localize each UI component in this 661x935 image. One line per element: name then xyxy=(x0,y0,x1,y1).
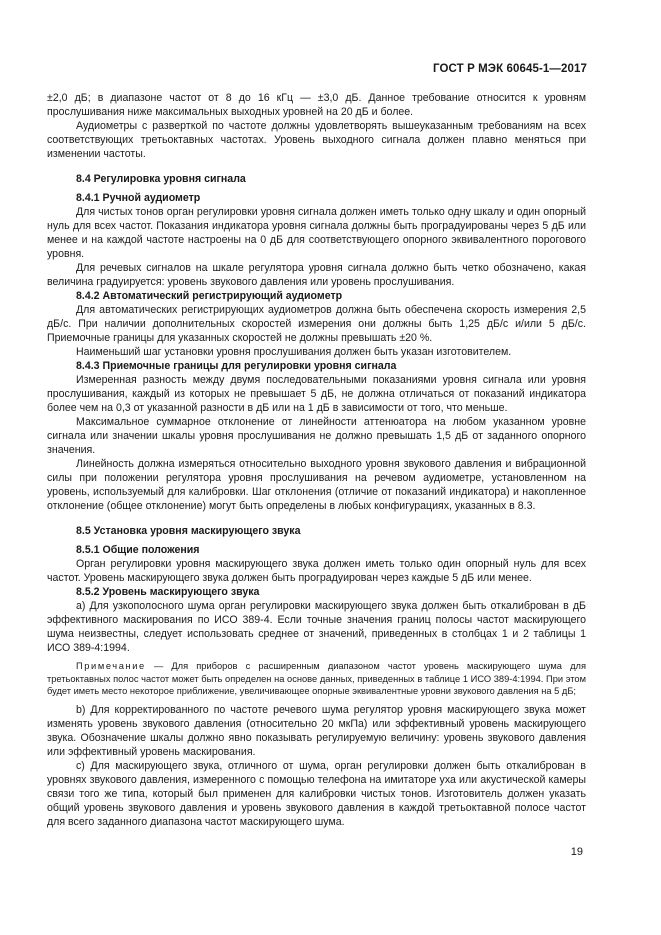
paragraph: Линейность должна измеряться относительно выходного уровня звукового давления и вибрационной силы при положении регулятора уровня прослушивания на речевом аудиометре, установленном на уровень, используемый для калибровки. Шаг отклонения (отличие от показаний индикатора) и накопленное отклонение (общее отклонение) могут быть определены в любых конфигурациях, указанных в 8.3. xyxy=(47,458,586,512)
section-heading-8-4: 8.4 Регулировка уровня сигнала xyxy=(76,173,246,185)
note xyxy=(47,660,586,698)
subsection-heading-8-4-3: 8.4.3 Приемочные границы для регулировки уровня сигнала xyxy=(76,360,397,372)
subsection-heading-8-5-2: 8.5.2 Уровень маскирующего звука xyxy=(76,586,260,598)
list-item-a: а) Для узкополосного шума орган регулировки маскирующего звука должен быть откалиброван в дБ эффективного маскирования по ИСО 389-4. Если точные значения границ полосы частот маскирующего шума неизвестны, следует использовать среднее от значений, приведенных в столбцах 1 и 2 таблицы 1 ИСО 389-4:1994. xyxy=(47,600,586,654)
standard-header: ГОСТ Р МЭК 60645-1—2017 xyxy=(433,63,587,75)
paragraph: ±2,0 дБ; в диапазоне частот от 8 до 16 кГц — ±3,0 дБ. Данное требование относится к уровням прослушивания ниже максимальных выходных уровней на 20 дБ и более. xyxy=(47,92,586,118)
paragraph: Аудиометры с разверткой по частоте должны удовлетворять вышеуказанным требованиям на всех соответствующих третьоктавных частотах. Уровень выходного сигнала должен плавно меняться при изменении частоты. xyxy=(47,120,586,160)
section-heading-8-5: 8.5 Установка уровня маскирующего звука xyxy=(76,525,301,537)
subsection-heading-8-5-1: 8.5.1 Общие положения xyxy=(76,544,200,556)
note-text: — Для приборов с расширенным диапазоном частот уровень маскирующего шума для третьоктавных полос частот может быть определен на основе данных, приведенных в таблице 1 ИСО 389-4:1994. При этом будет иметь место некоторое приближение, увеличивающее опорные эквивалентные уровни звукового давления на 5 дБ; xyxy=(47,661,586,696)
document-body xyxy=(47,91,586,829)
paragraph: Для чистых тонов орган регулировки уровня сигнала должен иметь только одну шкалу и один опорный нуль для всех частот. Показания индикатора уровня сигнала должны быть проградуированы через 5 дБ или менее и на каждой частоте настроены на 0 дБ для соответствующего опорного эквивалентного порогового уровня. xyxy=(47,206,586,260)
list-item-b: b) Для корректированного по частоте речевого шума регулятор уровня маскирующего звука может изменять уровень звукового давления (относительно 20 мкПа) или эффективный уровень маскирующего звука. Обозначение шкалы должно явно показывать регулируемую величину: уровень звукового давления или эффективный уровень маскирования. xyxy=(47,703,586,758)
note-label: Примечание xyxy=(76,661,146,671)
paragraph: Измеренная разность между двумя последовательными показаниями уровня сигнала или уровня прослушивания, каждый из которых не превышает 5 дБ, не должна отличаться от показаний индикатора более чем на 0,3 от указанной разности в дБ или на 1 дБ в зависимости от того, что меньше. xyxy=(47,374,586,414)
page-number: 19 xyxy=(570,846,583,858)
list-item-c: c) Для маскирующего звука, отличного от шума, орган регулировки должен быть откалиброван в уровнях звукового давления, измеренного с помощью телефона на имитаторе уха или акустической камеры связи того же типа, который был применен для калибровки чистых тонов. Изготовитель должен указать общий уровень звукового давления и уровень звукового давления в каждой третьоктавной полосе частот для всего заданного диапазона частот маскирующего шума. xyxy=(47,759,586,828)
subsection-heading-8-4-2: 8.4.2 Автоматический регистрирующий аудиометр xyxy=(76,290,343,302)
subsection-heading-8-4-1: 8.4.1 Ручной аудиометр xyxy=(76,192,201,204)
paragraph: Наименьший шаг установки уровня прослушивания должен быть указан изготовителем. xyxy=(76,346,512,358)
paragraph: Для речевых сигналов на шкале регулятора уровня сигнала должно быть четко обозначено, какая величина градуируется: уровень звукового давления или уровень прослушивания. xyxy=(47,262,586,288)
paragraph: Максимальное суммарное отклонение от линейности аттенюатора на любом указанном уровне сигнала или значении шкалы уровня прослушивания не должно превышать 1,5 дБ от заданного опорного значения. xyxy=(47,416,586,456)
paragraph: Орган регулировки уровня маскирующего звука должен иметь только один опорный нуль для всех частот. Уровень маскирующего звука должен быть проградуирован через каждые 5 дБ или менее. xyxy=(47,558,586,584)
paragraph: Для автоматических регистрирующих аудиометров должна быть обеспечена скорость измерения 2,5 дБ/с. При наличии дополнительных скоростей измерения они должны быть 1,25 дБ/с и/или 5 дБ/с. Приемочные границы для указанных скоростей не должны превышать ±20 %. xyxy=(47,304,586,344)
